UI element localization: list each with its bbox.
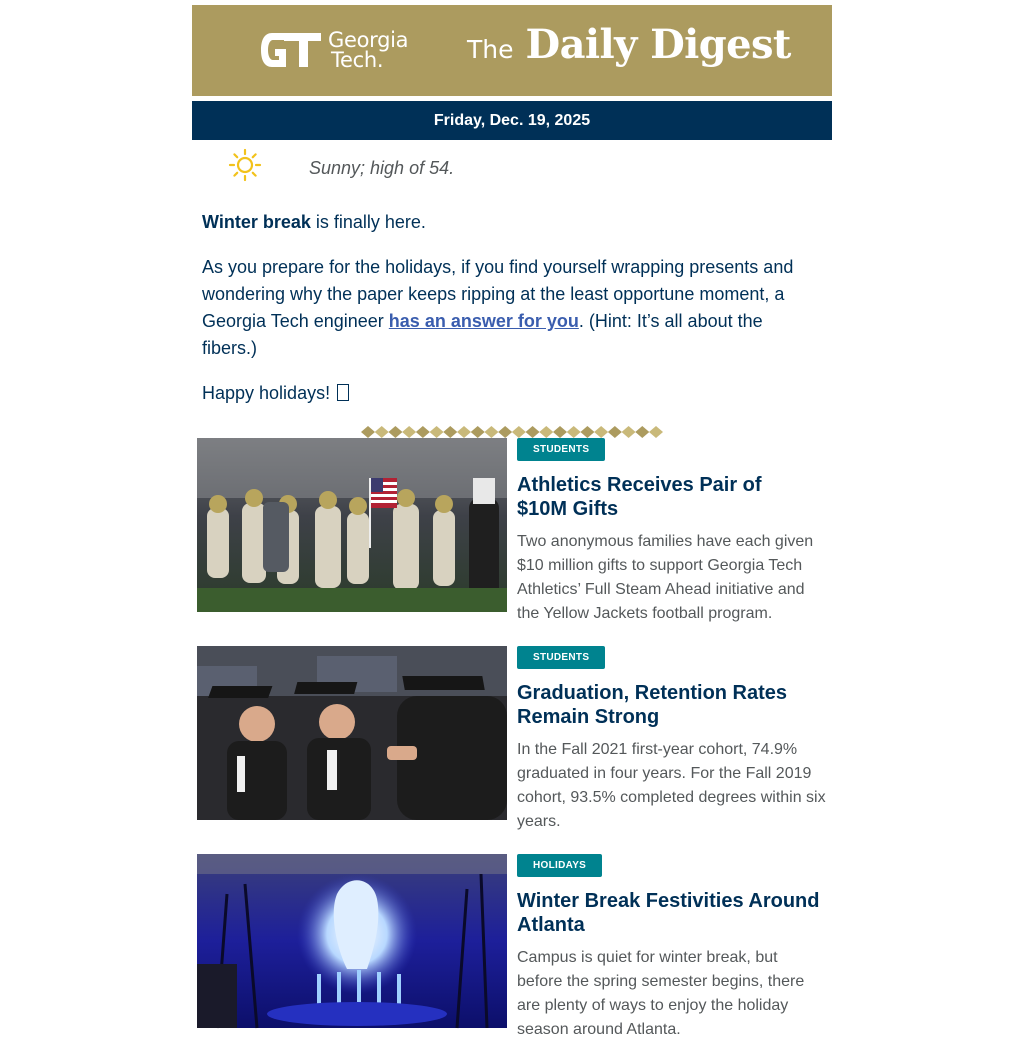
sun-icon: [228, 148, 262, 182]
intro-bold-text: Winter break: [202, 212, 311, 232]
title-prefix: The: [467, 35, 514, 64]
decorative-divider: [192, 425, 832, 439]
story-body: [517, 646, 827, 834]
diamond-divider-icon: [361, 425, 663, 439]
category-badge[interactable]: HOLIDAYS: [517, 854, 602, 877]
intro-paragraph-3: [202, 380, 822, 407]
weather-row: [192, 140, 832, 196]
georgia-tech-logo[interactable]: [260, 29, 408, 71]
issue-date: Friday, Dec. 19, 2025: [433, 111, 591, 129]
story-body: [517, 438, 827, 626]
logo-wordmark: [328, 30, 408, 70]
story-summary: Two anonymous families have each given $10 million gifts to support Georgia Tech Athletics’ Full Steam Ahead initiative and the Yellow Jackets football program.: [517, 533, 814, 622]
title-main: Daily Digest: [525, 21, 791, 68]
gt-monogram-icon: [260, 29, 322, 71]
story-body: [517, 854, 827, 1042]
intro-text-before: As you prepare for the holidays, if you find yourself wrapping presents and wondering why the paper keeps ripping at the least opportune moment, a Georgia Tech engineer: [202, 257, 794, 331]
answer-link[interactable]: has an answer for you: [388, 311, 579, 331]
weather-forecast: Sunny; high of 54.: [309, 158, 455, 178]
story-headline-line-2[interactable]: Remain Strong: [517, 706, 660, 728]
category-badge[interactable]: STUDENTS: [517, 646, 605, 669]
story-image-football[interactable]: [197, 438, 507, 612]
story-image-graduation[interactable]: [197, 646, 507, 820]
story-headline-line-2[interactable]: $10M Gifts: [517, 498, 619, 520]
newsletter-title: [467, 21, 791, 68]
story-headline-line-1[interactable]: Athletics Receives Pair of: [517, 474, 762, 496]
logo-line-georgia: Georgia: [328, 28, 409, 52]
missing-emoji-glyph-icon: [337, 384, 349, 401]
story-image-lights[interactable]: [197, 854, 507, 1028]
masthead: [192, 5, 832, 96]
date-bar: [192, 101, 832, 140]
category-badge[interactable]: STUDENTS: [517, 438, 605, 461]
story-headline[interactable]: [517, 681, 827, 729]
intro-text: is finally here.: [310, 212, 426, 232]
story-summary: In the Fall 2021 first-year cohort, 74.9% graduated in four years. For the Fall 2019 cohort, 93.5% completed degrees within six years.: [517, 741, 826, 830]
story-headline[interactable]: [517, 889, 827, 937]
intro-paragraph-1: [202, 209, 822, 236]
logo-line-tech: Tech.: [331, 48, 384, 72]
intro-section: [192, 209, 832, 407]
holiday-greeting: Happy holidays!: [202, 383, 331, 403]
intro-text-after: . (Hint: It’s all about the fibers.): [202, 311, 763, 358]
story-headline[interactable]: [517, 473, 827, 521]
story-headline-line-2[interactable]: Atlanta: [517, 914, 585, 936]
intro-paragraph-2: [202, 254, 822, 362]
story-summary: Campus is quiet for winter break, but before the spring semester begins, there are plenty of ways to enjoy the holiday season around Atlanta.: [517, 949, 805, 1038]
email-container: [192, 5, 832, 439]
story-headline-line-1[interactable]: Graduation, Retention Rates: [517, 682, 788, 704]
story-headline-line-1[interactable]: Winter Break Festivities Around: [517, 890, 820, 912]
